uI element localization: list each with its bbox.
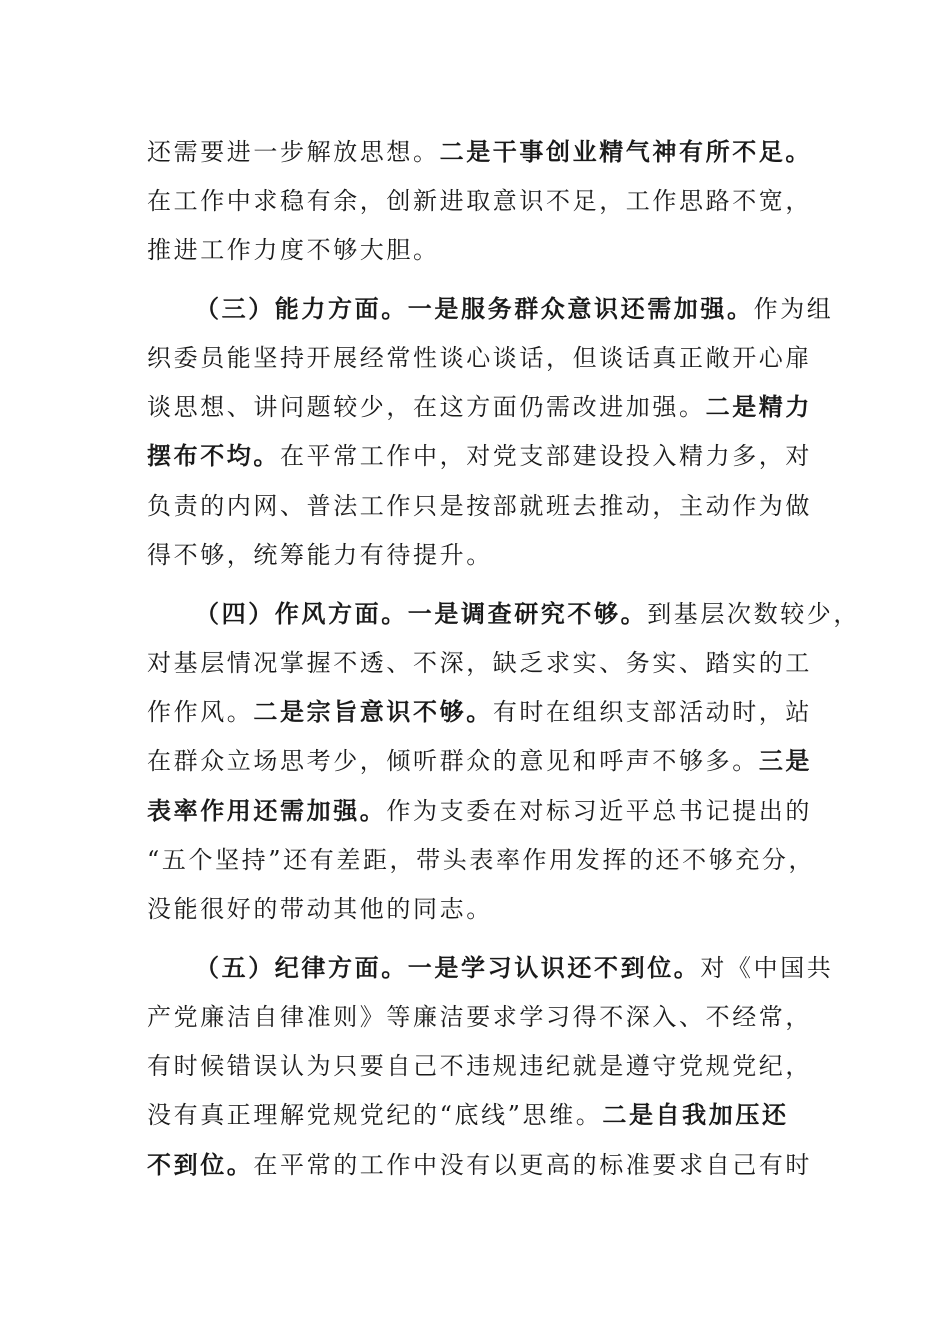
text-segment: 在平常工作中，对党支部建设投入精力多，对 <box>280 442 812 470</box>
bold-text-segment: （三）能力方面。一是服务群众意识还需加强。 <box>195 294 754 323</box>
bold-text-segment: 二是精力 <box>705 392 813 421</box>
text-line <box>147 1099 789 1131</box>
text-line <box>147 893 493 925</box>
text-segment: 还需要进一步解放思想。 <box>147 138 440 166</box>
text-segment: 有时候错误认为只要自己不违规违纪就是遵守党规党纪， <box>147 1052 812 1080</box>
text-segment: 谈思想、讲问题较少，在这方面仍需改进加强。 <box>147 393 706 421</box>
text-segment: 到基层次数较少， <box>647 600 861 628</box>
text-segment: 在群众立场思考少，倾听群众的意见和呼声不够多。 <box>147 747 759 775</box>
bold-text-segment: 三是 <box>758 746 813 775</box>
bold-text-segment: 不到位。 <box>147 1150 254 1179</box>
text-line <box>147 440 812 472</box>
text-line <box>147 1001 812 1033</box>
text-segment: 推进工作力度不够大胆。 <box>147 236 440 264</box>
text-line <box>147 844 815 876</box>
text-line <box>147 136 812 168</box>
text-segment: 作作风。 <box>147 698 254 726</box>
text-line <box>147 234 440 266</box>
text-segment: 没有真正理解党规党纪的“底线”思维。 <box>147 1101 603 1129</box>
text-segment: 得不够，统筹能力有待提升。 <box>147 541 493 569</box>
text-segment: 对基层情况掌握不透、不深，缺乏求实、务实、踏实的工 <box>147 649 812 677</box>
text-segment: 产党廉洁自律准则》等廉洁要求学习得不深入、不经常， <box>147 1003 812 1031</box>
text-segment: 对《中国共 <box>700 954 834 982</box>
bold-text-segment: 二是宗旨意识不够。 <box>253 697 493 726</box>
text-segment: “五个坚持”还有差距，带头表率作用发挥的还不够充分， <box>147 846 816 874</box>
text-segment: 作为支委在对标习近平总书记提出的 <box>386 797 813 825</box>
bold-text-segment: 摆布不均。 <box>147 441 280 470</box>
text-segment: 在平常的工作中没有以更高的标准要求自己有时 <box>253 1151 813 1179</box>
text-segment: 没能很好的带动其他的同志。 <box>147 895 493 923</box>
text-line <box>147 185 812 217</box>
text-segment: 负责的内网、普法工作只是按部就班去推动，主动作为做 <box>147 492 812 520</box>
bold-text-segment: （四）作风方面。一是调查研究不够。 <box>195 599 648 628</box>
bold-text-segment: 二是干事创业精气神有所不足。 <box>439 137 813 166</box>
text-line <box>195 952 833 984</box>
text-line <box>147 795 812 827</box>
text-line <box>147 745 812 777</box>
text-line <box>195 598 860 630</box>
text-line <box>147 342 812 374</box>
bold-text-segment: 二是自我加压还 <box>602 1100 789 1129</box>
bold-text-segment: 表率作用还需加强。 <box>147 796 387 825</box>
text-line <box>147 539 493 571</box>
text-segment: 在工作中求稳有余，创新进取意识不足，工作思路不宽， <box>147 187 812 215</box>
text-line <box>147 391 812 423</box>
text-line <box>147 1050 812 1082</box>
text-segment: 作为组 <box>753 295 834 323</box>
text-line <box>195 293 833 325</box>
text-line <box>147 696 812 728</box>
bold-text-segment: （五）纪律方面。一是学习认识还不到位。 <box>195 953 701 982</box>
text-line <box>147 647 812 679</box>
text-line <box>147 1149 812 1181</box>
text-segment: 有时在组织支部活动时，站 <box>492 698 813 726</box>
text-line <box>147 490 812 522</box>
text-segment: 织委员能坚持开展经常性谈心谈话，但谈话真正敞开心扉 <box>147 344 812 372</box>
